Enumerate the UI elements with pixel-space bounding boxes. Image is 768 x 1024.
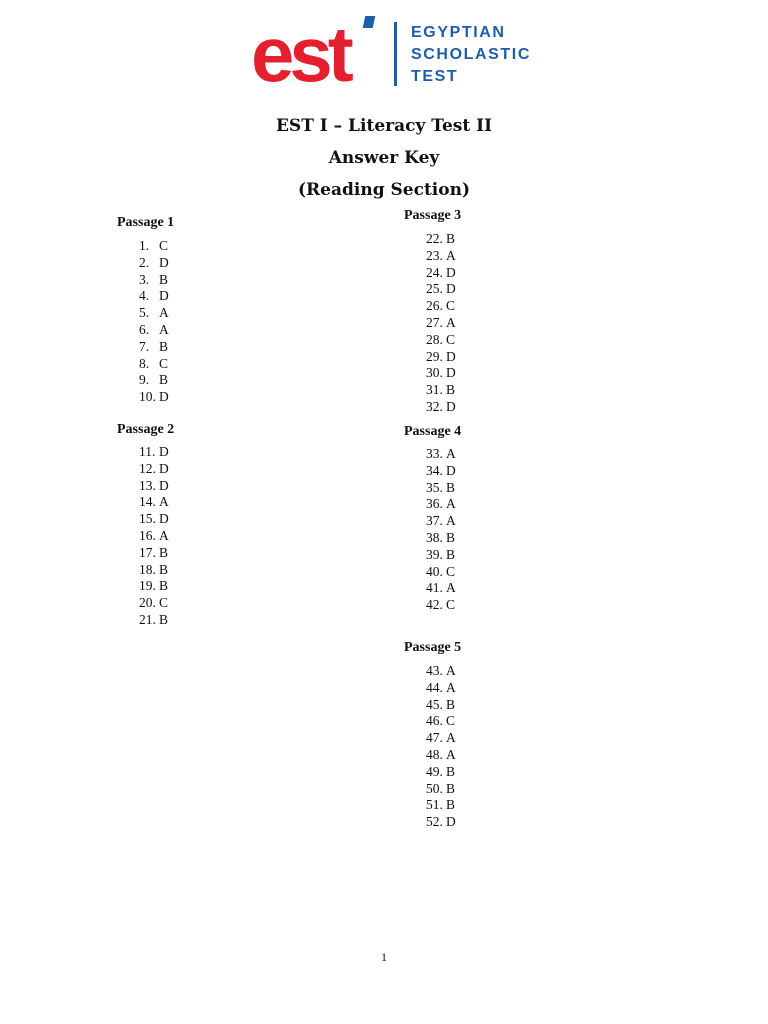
answer-item [139, 444, 169, 461]
question-number: 36. [426, 496, 443, 512]
answer-item [426, 764, 456, 781]
question-number: 6. [139, 321, 150, 337]
answer-item [426, 663, 456, 680]
answer-letter: B [446, 780, 456, 796]
answer-letter: A [159, 494, 169, 510]
answer-letter: B [446, 479, 456, 495]
answer-item [139, 339, 169, 356]
answer-letter: C [446, 563, 456, 579]
answer-letter: C [446, 331, 456, 347]
answer-letter: B [446, 696, 456, 712]
question-number: 20. [139, 595, 156, 611]
question-number: 45. [426, 696, 443, 712]
question-number: 43. [426, 663, 443, 678]
question-number: 19. [139, 578, 156, 594]
answer-letter: B [159, 544, 169, 560]
answer-item [426, 580, 456, 597]
answer-letter: B [446, 382, 456, 398]
passage-5-answers [426, 663, 456, 831]
answer-letter: B [159, 372, 169, 388]
answer-letter: D [159, 389, 169, 405]
answer-item [426, 298, 456, 315]
question-number: 32. [426, 398, 443, 414]
answer-item [139, 288, 169, 305]
logo-word-1: EGYPTIAN [411, 24, 506, 41]
answer-item [426, 547, 456, 564]
answer-item [139, 545, 169, 562]
answer-letter: A [159, 321, 169, 337]
answer-letter: B [446, 529, 456, 545]
answer-item [426, 747, 456, 764]
answer-item [426, 730, 456, 747]
passage-3-answers [426, 231, 456, 416]
document-subtitle: Answer Key [328, 148, 440, 168]
passage-4-answers [426, 446, 456, 614]
question-number: 42. [426, 597, 443, 613]
question-number: 1. [139, 238, 150, 253]
question-number: 26. [426, 298, 443, 314]
question-number: 50. [426, 780, 443, 796]
passage-3-title: Passage 3 [404, 208, 462, 223]
answer-item [426, 781, 456, 798]
answer-letter: A [446, 730, 456, 746]
answer-letter: B [159, 611, 169, 627]
logo-word-2: SCHOLASTIC [411, 46, 531, 63]
section-title: (Reading Section) [297, 180, 470, 200]
question-number: 40. [426, 563, 443, 579]
answer-item [139, 322, 169, 339]
question-number: 4. [139, 288, 150, 304]
question-number: 11. [139, 444, 156, 459]
answer-letter: D [446, 398, 456, 414]
question-number: 7. [139, 338, 150, 354]
logo-divider [394, 22, 397, 86]
answer-item [426, 446, 456, 463]
answer-item [426, 713, 456, 730]
question-number: 35. [426, 479, 443, 495]
answer-item [426, 248, 456, 265]
question-number: 39. [426, 546, 443, 562]
answer-letter: B [446, 546, 456, 562]
answer-letter: B [446, 763, 456, 779]
question-number: 48. [426, 746, 443, 762]
question-number: 25. [426, 281, 443, 297]
answer-letter: D [159, 288, 169, 304]
answer-item [426, 597, 456, 614]
passage-5-title: Passage 5 [404, 640, 462, 655]
answer-letter: D [446, 814, 456, 830]
question-number: 13. [139, 477, 156, 493]
answer-letter: A [446, 513, 456, 529]
answer-item [139, 494, 169, 511]
answer-item [426, 480, 456, 497]
answer-item [426, 315, 456, 332]
answer-item [426, 349, 456, 366]
answer-letter: D [446, 462, 456, 478]
answer-item [426, 513, 456, 530]
answer-letter: D [159, 444, 169, 459]
page-number: 1 [381, 950, 387, 964]
question-number: 5. [139, 305, 150, 321]
answer-item [139, 578, 169, 595]
question-number: 31. [426, 382, 443, 398]
answer-letter: A [446, 663, 456, 678]
answer-letter: A [446, 496, 456, 512]
answer-letter: C [446, 298, 456, 314]
question-number: 27. [426, 314, 443, 330]
answer-letter: B [159, 271, 169, 287]
passage-1-answers [139, 238, 169, 406]
question-number: 33. [426, 446, 443, 461]
question-number: 49. [426, 763, 443, 779]
answer-item [139, 356, 169, 373]
answer-item [426, 496, 456, 513]
answer-item [426, 564, 456, 581]
answer-letter: D [159, 511, 169, 527]
question-number: 16. [139, 527, 156, 543]
answer-item [426, 463, 456, 480]
question-number: 14. [139, 494, 156, 510]
answer-letter: A [446, 580, 456, 596]
answer-item [139, 612, 169, 629]
answer-item [426, 332, 456, 349]
answer-letter: D [159, 477, 169, 493]
passage-2-answers [139, 444, 169, 629]
answer-letter: A [159, 527, 169, 543]
answer-letter: B [446, 797, 456, 813]
question-number: 9. [139, 372, 150, 388]
answer-letter: C [159, 595, 169, 611]
answer-letter: D [446, 281, 456, 297]
answer-letter: C [159, 238, 169, 253]
answer-item [426, 265, 456, 282]
logo-wordmark [411, 22, 531, 88]
question-number: 15. [139, 511, 156, 527]
answer-letter: B [159, 338, 169, 354]
question-number: 17. [139, 544, 156, 560]
answer-letter: D [159, 460, 169, 476]
answer-letter: A [446, 314, 456, 330]
answer-letter: A [446, 679, 456, 695]
question-number: 46. [426, 713, 443, 729]
question-number: 34. [426, 462, 443, 478]
answer-letter: D [446, 365, 456, 381]
question-number: 22. [426, 231, 443, 246]
answer-letter: A [446, 247, 456, 263]
answer-item [139, 305, 169, 322]
answer-item [139, 238, 169, 255]
answer-item [139, 562, 169, 579]
question-number: 10. [139, 389, 156, 405]
answer-item [426, 382, 456, 399]
answer-letter: B [446, 231, 456, 246]
est-logo [248, 10, 548, 98]
answer-item [426, 365, 456, 382]
answer-letter: A [159, 305, 169, 321]
question-number: 8. [139, 355, 150, 371]
answer-item [139, 255, 169, 272]
question-number: 30. [426, 365, 443, 381]
question-number: 47. [426, 730, 443, 746]
answer-letter: C [446, 597, 456, 613]
question-number: 18. [139, 561, 156, 577]
answer-item [426, 281, 456, 298]
answer-letter: B [159, 561, 169, 577]
question-number: 37. [426, 513, 443, 529]
logo-accent-icon [363, 16, 376, 28]
answer-item [139, 511, 169, 528]
question-number: 28. [426, 331, 443, 347]
answer-letter: A [446, 446, 456, 461]
answer-item [426, 797, 456, 814]
answer-item [139, 478, 169, 495]
answer-item [426, 399, 456, 416]
logo-word-3: TEST [411, 68, 459, 85]
question-number: 2. [139, 254, 150, 270]
answer-item [139, 461, 169, 478]
answer-letter: B [159, 578, 169, 594]
answer-item [139, 272, 169, 289]
question-number: 12. [139, 460, 156, 476]
answer-item [139, 595, 169, 612]
question-number: 21. [139, 611, 156, 627]
answer-item [139, 372, 169, 389]
question-number: 38. [426, 529, 443, 545]
passage-2-title: Passage 2 [117, 422, 175, 437]
passage-1-title: Passage 1 [117, 215, 175, 230]
answer-item [426, 814, 456, 831]
question-number: 23. [426, 247, 443, 263]
answer-letter: C [446, 713, 456, 729]
question-number: 44. [426, 679, 443, 695]
answer-letter: C [159, 355, 169, 371]
question-number: 52. [426, 814, 443, 830]
question-number: 29. [426, 348, 443, 364]
answer-letter: D [446, 264, 456, 280]
answer-item [426, 530, 456, 547]
question-number: 51. [426, 797, 443, 813]
answer-item [426, 231, 456, 248]
question-number: 41. [426, 580, 443, 596]
answer-letter: A [446, 746, 456, 762]
question-number: 3. [139, 271, 150, 287]
logo-mark: est [251, 10, 349, 98]
answer-item [139, 389, 169, 406]
document-title: EST I – Literacy Test II [275, 116, 493, 136]
answer-item [426, 680, 456, 697]
answer-item [426, 697, 456, 714]
passage-4-title: Passage 4 [404, 424, 462, 439]
answer-item [139, 528, 169, 545]
question-number: 24. [426, 264, 443, 280]
answer-letter: D [159, 254, 169, 270]
answer-letter: D [446, 348, 456, 364]
